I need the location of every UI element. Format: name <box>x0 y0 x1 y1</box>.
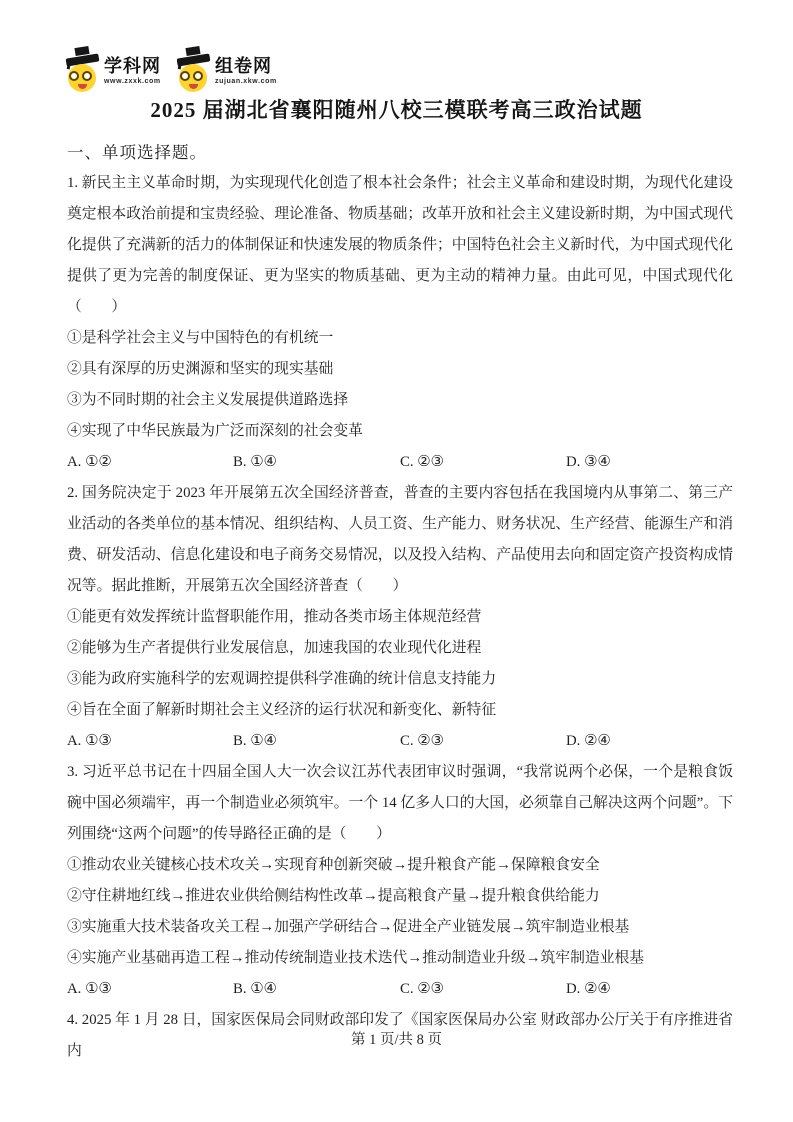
question-3-choices <box>67 974 733 1005</box>
question-1-stem: 1. 新民主主义革命时期，为实现现代化创造了根本社会条件；社会主义革命和建设时期，为现代化建设奠定根本政治前提和宝贵经验、理论准备、物质基础；改革开放和社会主义建设新时期，为中国式现代化提供了充满新的活力的体制保证和快速发展的物质条件；中国特色社会主义新时代，为中国式现代化提供了更为完善的制度保证、更为坚实的物质基础、更为主动的精神力量。由此可见，中国式现代化（ ） <box>67 175 733 315</box>
question-1-choice-b: B. ①④ <box>233 454 277 470</box>
section-heading: 一、单项选择题。 <box>67 143 207 162</box>
question-2-item-1: ①能更有效发挥统计监督职能作用，推动各类市场主体规范经营 <box>67 609 482 625</box>
question-3-choice-c: C. ②③ <box>400 981 444 997</box>
zujuan-logo-url: zujuan.xkw.com <box>215 78 277 85</box>
exam-content <box>67 137 733 1067</box>
question-2-choices <box>67 726 733 757</box>
zujuan-logo-text <box>215 57 277 86</box>
question-2-choice-b: B. ①④ <box>233 733 277 749</box>
zujuan-logo-name: 组卷网 <box>215 56 272 76</box>
question-2-choice-c: C. ②③ <box>400 733 444 749</box>
zxxk-logo-url: www.zxxk.com <box>104 78 161 85</box>
question-1-item-3: ③为不同时期的社会主义发展提供道路选择 <box>67 392 349 408</box>
question-1-choice-a: A. ①② <box>67 454 112 470</box>
question-1-item-1: ①是科学社会主义与中国特色的有机统一 <box>67 330 334 346</box>
question-3-stem: 3. 习近平总书记在十四届全国人大一次会议江苏代表团审议时强调，“我常说两个必保，一个是粮食饭碗中国必须端牢，再一个制造业必须筑牢。一个 14 亿多人口的大国，必须靠自己解决这两个问题”。下列围绕“这两个问题”的传导路径正确的是（ ） <box>67 764 733 842</box>
question-2-item-4: ④旨在全面了解新时期社会主义经济的运行状况和新变化、新特征 <box>67 702 497 718</box>
question-2-choice-a: A. ①③ <box>67 733 112 749</box>
question-1-choices <box>67 447 733 478</box>
question-1-item-2: ②具有深厚的历史渊源和坚实的现实基础 <box>67 361 334 377</box>
question-2-stem: 2. 国务院决定于 2023 年开展第五次全国经济普查，普查的主要内容包括在我国境内从事第二、第三产业活动的各类单位的基本情况、组织结构、人员工资、生产能力、财务状况、生产经营、能源生产和消费、研发活动、信息化建设和电子商务交易情况，以及投入结构、产品使用去向和固定资产投资构成情况等。据此推断，开展第五次全国经济普查（ ） <box>67 485 733 594</box>
question-3-item-1: ①推动农业关键核心技术攻关→实现育种创新突破→提升粮食产能→保障粮食安全 <box>67 857 600 873</box>
question-2-item-3: ③能为政府实施科学的宏观调控提供科学准确的统计信息支持能力 <box>67 671 497 687</box>
question-2 <box>67 478 733 757</box>
question-2-item-2: ②能够为生产者提供行业发展信息，加速我国的农业现代化进程 <box>67 640 482 656</box>
graduate-smiley-icon <box>66 51 100 92</box>
question-3-choice-d: D. ②④ <box>566 981 611 997</box>
zxxk-logo-text <box>104 57 161 86</box>
question-3 <box>67 757 733 1005</box>
question-3-item-4: ④实施产业基础再造工程→推动传统制造业技术迭代→推动制造业升级→筑牢制造业根基 <box>67 950 645 966</box>
question-1-choice-d: D. ③④ <box>566 454 611 470</box>
watermark-logos <box>66 51 277 92</box>
exam-title: 2025 届湖北省襄阳随州八校三模联考高三政治试题 <box>150 98 643 122</box>
page-footer: 第 1 页/共 8 页 <box>350 1032 443 1048</box>
question-3-item-2: ②守住耕地红线→推进农业供给侧结构性改革→提高粮食产量→提升粮食供给能力 <box>67 888 600 904</box>
question-1-choice-c: C. ②③ <box>400 454 444 470</box>
question-3-choice-a: A. ①③ <box>67 981 112 997</box>
question-1-item-4: ④实现了中华民族最为广泛而深刻的社会变革 <box>67 423 363 439</box>
question-3-choice-b: B. ①④ <box>233 981 277 997</box>
question-1 <box>67 168 733 478</box>
zujuan-logo <box>177 51 277 92</box>
zxxk-logo <box>66 51 161 92</box>
zxxk-logo-name: 学科网 <box>104 56 161 76</box>
question-3-item-3: ③实施重大技术装备攻关工程→加强产学研结合→促进全产业链发展→筑牢制造业根基 <box>67 919 630 935</box>
question-2-choice-d: D. ②④ <box>566 733 611 749</box>
graduate-smiley-icon <box>177 51 211 92</box>
question-4-stem: 4. 2025 年 1 月 28 日，国家医保局会同财政部印发了《国家医保局办公室 财政部办公厅关于有序推进省内 <box>67 1012 733 1059</box>
